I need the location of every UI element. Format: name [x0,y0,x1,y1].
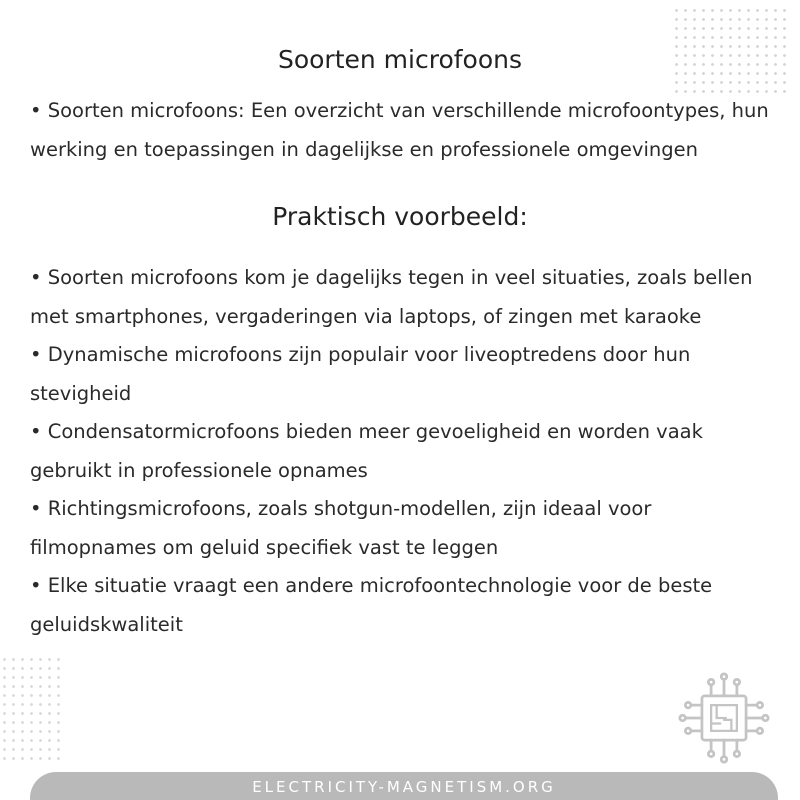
list-item: • Richtingsmicrofoons, zoals shotgun-modellen, zijn ideaal voor filmopnames om geluid specifiek vast te leggen [30,497,652,559]
example-list [30,259,770,644]
section-heading-example: Praktisch voorbeeld: [272,202,528,231]
circuit-chip-icon [678,672,770,764]
list-item: • Condensatormicrofoons bieden meer gevoeligheid en worden vaak gebruikt in professionele opnames [30,420,703,482]
footer-banner [30,772,778,800]
list-item: • Elke situatie vraagt een andere microfoontechnologie voor de beste geluidskwaliteit [30,574,713,636]
list-item: • Dynamische microfoons zijn populair voor liveoptredens door hun stevigheid [30,343,691,405]
decorative-dots-left [0,655,60,760]
footer-site-name[interactable]: ELECTRICITY-MAGNETISM.ORG [252,778,556,796]
intro-paragraph: • Soorten microfoons: Een overzicht van verschillende microfoontypes, hun werking en toepassingen in dagelijkse en professionele omgevingen [30,99,769,161]
main-content [30,40,770,644]
list-item: • Soorten microfoons kom je dagelijks tegen in veel situaties, zoals bellen met smartphones, vergaderingen via laptops, of zingen met karaoke [30,266,753,328]
page-title: Soorten microfoons [277,45,523,74]
